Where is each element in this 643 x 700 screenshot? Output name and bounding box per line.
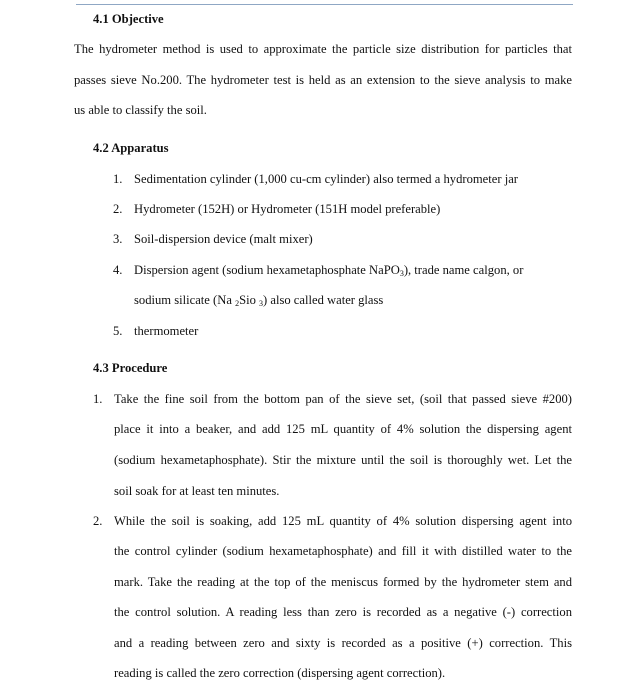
- objective-line-3: us able to classify the soil.: [74, 103, 207, 117]
- apparatus-item-text: Soil-dispersion device (malt mixer): [134, 232, 313, 246]
- procedure-step-line: soil soak for at least ten minutes.: [114, 484, 280, 498]
- apparatus-item-number: 1.: [113, 172, 123, 186]
- procedure-step-number: 2.: [93, 514, 103, 528]
- procedure-step-number: 1.: [93, 392, 103, 406]
- apparatus-item-text: thermometer: [134, 324, 199, 338]
- procedure-step-line: the control cylinder (sodium hexametaphosphate) and fill it with distilled water to the: [114, 544, 572, 558]
- top-divider: [76, 4, 573, 5]
- apparatus-item-text: Dispersion agent (sodium hexametaphosphate NaPO$_3$), trade name calgon, or: [134, 263, 524, 278]
- procedure-step-line: While the soil is soaking, add 125 mL quantity of 4% solution dispersing agent into: [114, 514, 572, 528]
- apparatus-item-text: Sedimentation cylinder (1,000 cu-cm cylinder) also termed a hydrometer jar: [134, 172, 518, 186]
- procedure-heading: 4.3 Procedure: [93, 361, 168, 375]
- apparatus-item-number: 5.: [113, 324, 123, 338]
- apparatus-item-number: 4.: [113, 263, 123, 277]
- procedure-step-line: reading is called the zero correction (dispersing agent correction).: [114, 666, 446, 680]
- procedure-step-line: (sodium hexametaphosphate). Stir the mixture until the soil is thoroughly wet. Let the: [114, 453, 572, 467]
- objective-heading: 4.1 Objective: [93, 12, 164, 26]
- procedure-step-line: mark. Take the reading at the top of the meniscus formed by the hydrometer stem and: [114, 575, 572, 589]
- procedure-step-line: the control solution. A reading less than zero is recorded as a negative (-) correction: [114, 605, 572, 619]
- procedure-step-line: Take the fine soil from the bottom pan of the sieve set, (soil that passed sieve #200): [114, 392, 572, 406]
- procedure-step-line: place it into a beaker, and add 125 mL quantity of 4% solution the dispersing agent: [114, 422, 572, 436]
- apparatus-item-number: 3.: [113, 232, 123, 246]
- objective-line-2: passes sieve No.200. The hydrometer test is held as an extension to the sieve analysis to make: [74, 73, 572, 87]
- apparatus-heading: 4.2 Apparatus: [93, 141, 169, 155]
- procedure-step-line: and a reading between zero and sixty is recorded as a positive (+) correction. This: [114, 636, 572, 650]
- apparatus-item-text: Hydrometer (152H) or Hydrometer (151H model preferable): [134, 202, 441, 216]
- apparatus-item-number: 2.: [113, 202, 123, 216]
- objective-line-1: The hydrometer method is used to approximate the particle size distribution for particles that: [74, 42, 572, 56]
- apparatus-item-continuation: sodium silicate (Na $_2$Sio $_3$) also called water glass: [134, 293, 384, 308]
